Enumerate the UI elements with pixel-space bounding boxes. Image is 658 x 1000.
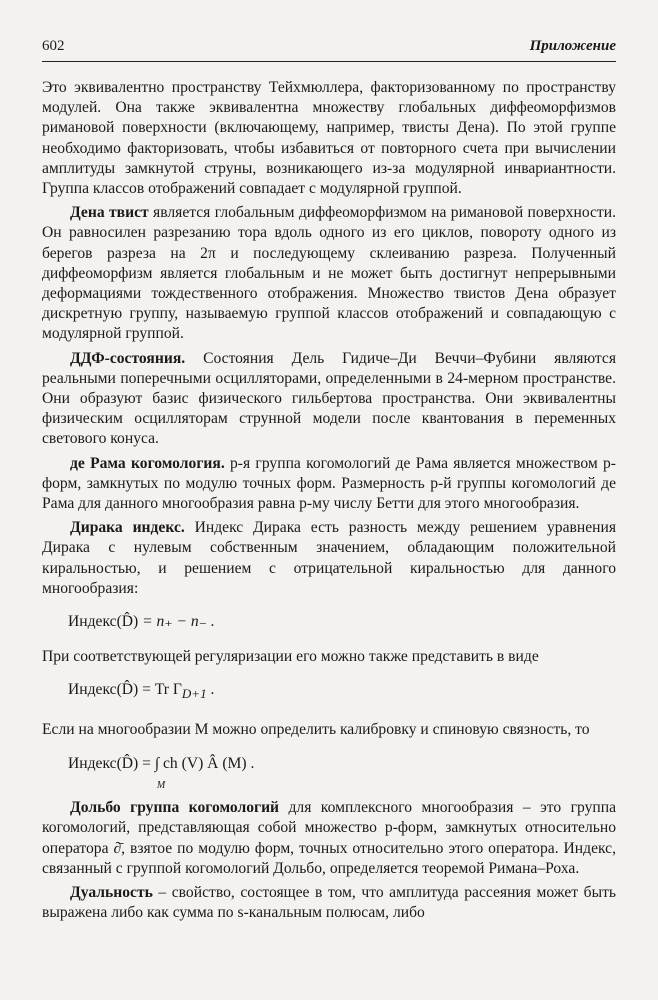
- entry-text: p-я группа когомологий де Рама является множеством p-форм, замкнутых по модулю точных форм. Размерность p-й группы когомологий де Рама для данного многообразия равна p-му числу Бетти для этого многообразия.: [42, 454, 616, 513]
- integral-symbol: ∫: [154, 755, 160, 772]
- integral-subscript: M: [156, 780, 166, 791]
- entry-term: Дена твист: [70, 204, 149, 222]
- entry-term: Дуальность: [70, 884, 153, 902]
- entry-ddf-states: [42, 349, 616, 450]
- entry-text: Индекс Дирака есть разность между решением уравнения Дирака с нулевым собственным значением, обладающим положительной киральностью, и решением с отрицательной киральностью для данного многообразия:: [42, 519, 616, 597]
- entry-text: – свойство, состоящее в том, что амплитуда рассеяния может быть выражена либо как сумма по s-канальным полюсам, либо: [42, 884, 616, 922]
- formula-rhs: = Tr Γ: [138, 681, 182, 699]
- formula-equals: =: [138, 755, 155, 772]
- entry-duality: [42, 883, 616, 923]
- body-text: [42, 78, 616, 923]
- formula-index-trace: [68, 680, 616, 704]
- formula-end: .: [206, 681, 215, 699]
- paragraph-text: Если на многообразии M можно определить калибровку и спиновую связность, то: [42, 720, 590, 738]
- entry-term: ДДФ-состояния.: [70, 349, 186, 367]
- page-number: 602: [42, 38, 65, 54]
- entry-term: де Рама когомология.: [70, 454, 225, 472]
- entry-de-rham: [42, 454, 616, 515]
- paragraph-regularization: [42, 647, 616, 667]
- formula-index-difference: [68, 612, 616, 632]
- entry-term: Дирака индекс.: [70, 519, 185, 537]
- entry-text: является глобальным диффеоморфизмом на римановой поверхности. Он равносилен разрезанию тора вдоль одного из его циклов, повороту одного из берегов разреза на 2π и последующему склеиванию разреза. Полученный диффеоморфизм является глобальным и не может быть достигнут непрерывными деформациями тождественного отображения. Множество твистов Дена образует дискретную группу, называемую группой классов отображений и совпадающую с модулярной группой.: [42, 204, 616, 343]
- formula-rhs: = n₊ − n₋ .: [138, 613, 215, 631]
- header-rule: [42, 61, 616, 62]
- paragraph-text: При соответствующей регуляризации его можно также представить в виде: [42, 648, 539, 666]
- formula-operator: (D̂): [116, 613, 139, 631]
- formula-operator: (D̂): [116, 755, 139, 772]
- formula-label: Индекс: [68, 613, 117, 631]
- page-header: [42, 38, 616, 60]
- formula-label: Индекс: [68, 681, 117, 699]
- running-title: Приложение: [529, 38, 616, 54]
- entry-text: Состояния Дель Гидиче–Ди Веччи–Фубини являются реальными поперечными осцилляторами, определенными в 24-мерном пространстве. Они образуют базис физического гильбертова пространства. Они эквивалентны физическим осцилляторам струнной модели после квантования в переменных светового конуса.: [42, 349, 616, 448]
- entry-text: для комплексного многообразия – это группа когомологий, представляющая собой множество p-форм, замкнутых относительно оператора ∂̄, взятое по модулю форм, точных относительно этого оператора. Индекс, связанный с группой когомологий Дольбо, определяется теоремой Римана–Роха.: [42, 799, 616, 877]
- formula-operator: (D̂): [116, 681, 139, 699]
- paragraph-gauge: [42, 720, 616, 740]
- paragraph-text: Это эквивалентно пространству Тейхмюллера, факторизованному по пространству модулей. Она также эквивалентна множеству глобальных диффеоморфизмов римановой поверхности (включающему, например, твисты Дена). По этой группе необходимо факторизовать, чтобы избавиться от повторного счета при вычислении амплитуды замкнутой струны, возникающего из-за модулярной инвариантности. Группа классов отображений совпадает с модулярной группой.: [42, 79, 616, 198]
- integral-sign: [154, 754, 166, 791]
- formula-rhs: ch (V) Â (M) .: [159, 755, 255, 772]
- formula-label: Индекс: [68, 755, 117, 772]
- formula-index-integral: [68, 754, 616, 791]
- formula-subscript: D+1: [181, 686, 207, 702]
- paragraph-teichmuller: [42, 78, 616, 199]
- entry-dolbeault: [42, 798, 616, 879]
- entry-term: Дольбо группа когомологий: [70, 799, 280, 817]
- entry-dehn-twist: [42, 203, 616, 344]
- entry-dirac-index: [42, 518, 616, 599]
